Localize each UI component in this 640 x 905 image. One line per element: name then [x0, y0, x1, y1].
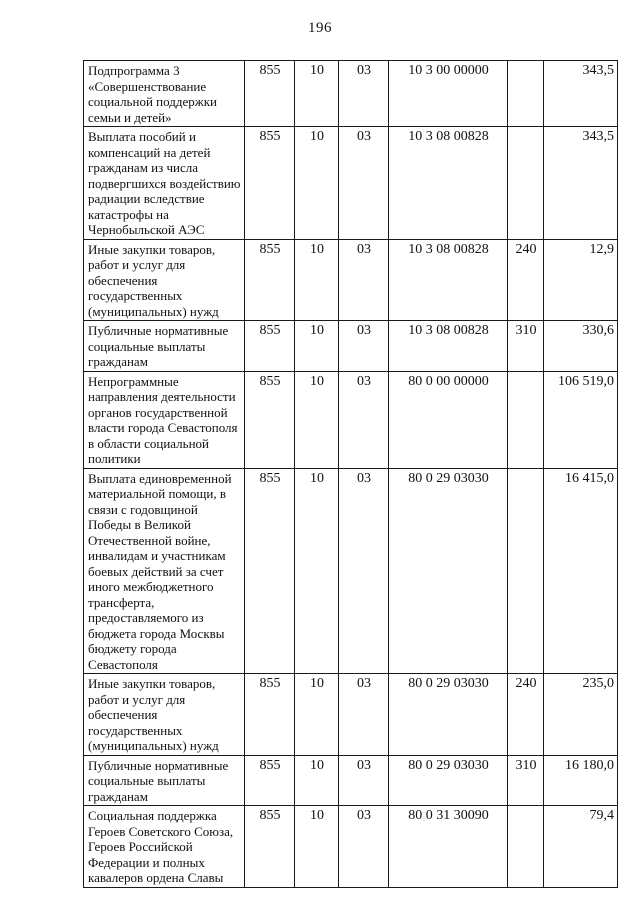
subsection-code-cell: 03 — [339, 755, 389, 806]
table-row — [84, 468, 618, 674]
target-article-code-cell: 10 3 00 00000 — [389, 61, 508, 127]
expense-name-cell: Выплата пособий и компенсаций на детей гражданам из числа подвергшихся воздействию радиации вследствие катастрофы на Чернобыльской АЭС — [84, 127, 245, 240]
expense-type-code-cell: 310 — [508, 321, 544, 372]
table-row — [84, 61, 618, 127]
expense-type-code-cell — [508, 468, 544, 674]
subsection-code-cell: 03 — [339, 674, 389, 756]
target-article-code-cell: 80 0 29 03030 — [389, 674, 508, 756]
section-code-cell: 10 — [295, 321, 339, 372]
expense-name-cell: Публичные нормативные социальные выплаты гражданам — [84, 321, 245, 372]
amount-cell: 16 415,0 — [544, 468, 618, 674]
expense-name-cell: Непрограммные направления деятельности органов государственной власти города Севастополя в области социальной политики — [84, 371, 245, 468]
target-article-code-cell: 10 3 08 00828 — [389, 239, 508, 321]
subsection-code-cell: 03 — [339, 239, 389, 321]
expense-type-code-cell: 240 — [508, 239, 544, 321]
subsection-code-cell: 03 — [339, 61, 389, 127]
amount-cell: 343,5 — [544, 61, 618, 127]
table-row — [84, 239, 618, 321]
section-code-cell: 10 — [295, 755, 339, 806]
expense-type-code-cell — [508, 61, 544, 127]
expense-type-code-cell — [508, 371, 544, 468]
expense-name-cell: Выплата единовременной материальной помощи, в связи с годовщиной Победы в Великой Отечественной войне, инвалидам и участникам боевых действий за счет иного межбюджетного трансферта, предоставляемого из бюджета города Москвы бюджету города Севастополя — [84, 468, 245, 674]
amount-cell: 106 519,0 — [544, 371, 618, 468]
department-code-cell: 855 — [245, 755, 295, 806]
section-code-cell: 10 — [295, 468, 339, 674]
table-row — [84, 321, 618, 372]
table-row — [84, 755, 618, 806]
expense-name-cell: Социальная поддержка Героев Советского Союза, Героев Российской Федерации и полных кавалеров ордена Славы — [84, 806, 245, 888]
department-code-cell: 855 — [245, 321, 295, 372]
expense-name-cell: Иные закупки товаров, работ и услуг для обеспечения государственных (муниципальных) нужд — [84, 674, 245, 756]
subsection-code-cell: 03 — [339, 127, 389, 240]
department-code-cell: 855 — [245, 468, 295, 674]
page-number: 196 — [308, 20, 332, 36]
amount-cell: 343,5 — [544, 127, 618, 240]
table-row — [84, 127, 618, 240]
amount-cell: 12,9 — [544, 239, 618, 321]
subsection-code-cell: 03 — [339, 371, 389, 468]
budget-table-body — [84, 61, 618, 888]
department-code-cell: 855 — [245, 806, 295, 888]
section-code-cell: 10 — [295, 806, 339, 888]
subsection-code-cell: 03 — [339, 321, 389, 372]
amount-cell: 235,0 — [544, 674, 618, 756]
section-code-cell: 10 — [295, 239, 339, 321]
subsection-code-cell: 03 — [339, 806, 389, 888]
section-code-cell: 10 — [295, 61, 339, 127]
section-code-cell: 10 — [295, 127, 339, 240]
budget-table — [83, 60, 618, 888]
target-article-code-cell: 80 0 31 30090 — [389, 806, 508, 888]
amount-cell: 330,6 — [544, 321, 618, 372]
section-code-cell: 10 — [295, 371, 339, 468]
table-row — [84, 806, 618, 888]
department-code-cell: 855 — [245, 674, 295, 756]
expense-name-cell: Подпрограмма 3 «Совершенствование социальной поддержки семьи и детей» — [84, 61, 245, 127]
target-article-code-cell: 80 0 29 03030 — [389, 468, 508, 674]
expense-name-cell: Иные закупки товаров, работ и услуг для обеспечения государственных (муниципальных) нужд — [84, 239, 245, 321]
department-code-cell: 855 — [245, 127, 295, 240]
section-code-cell: 10 — [295, 674, 339, 756]
table-row — [84, 674, 618, 756]
expense-type-code-cell: 310 — [508, 755, 544, 806]
subsection-code-cell: 03 — [339, 468, 389, 674]
target-article-code-cell: 10 3 08 00828 — [389, 321, 508, 372]
target-article-code-cell: 80 0 00 00000 — [389, 371, 508, 468]
expense-type-code-cell: 240 — [508, 674, 544, 756]
department-code-cell: 855 — [245, 371, 295, 468]
department-code-cell: 855 — [245, 239, 295, 321]
expense-type-code-cell — [508, 127, 544, 240]
target-article-code-cell: 80 0 29 03030 — [389, 755, 508, 806]
table-row — [84, 371, 618, 468]
department-code-cell: 855 — [245, 61, 295, 127]
amount-cell: 79,4 — [544, 806, 618, 888]
target-article-code-cell: 10 3 08 00828 — [389, 127, 508, 240]
expense-type-code-cell — [508, 806, 544, 888]
expense-name-cell: Публичные нормативные социальные выплаты гражданам — [84, 755, 245, 806]
amount-cell: 16 180,0 — [544, 755, 618, 806]
